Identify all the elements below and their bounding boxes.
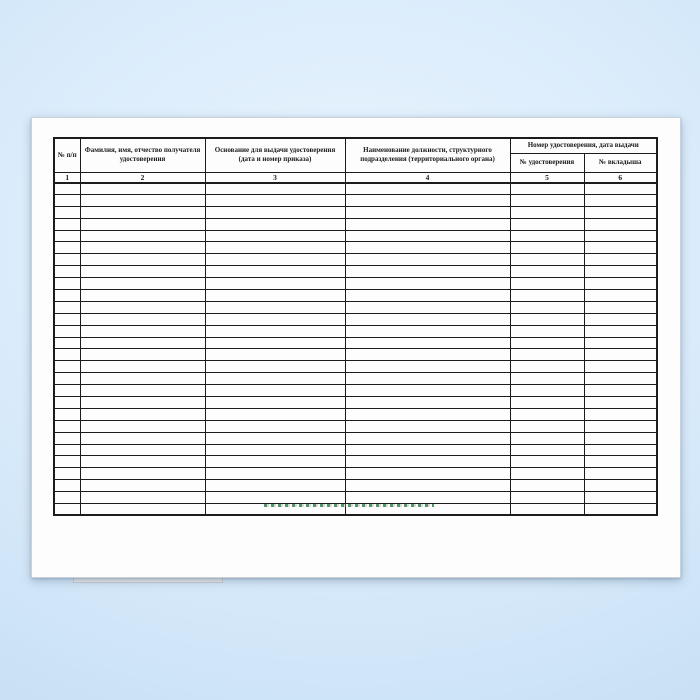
empty-cell (80, 504, 205, 516)
empty-cell (205, 397, 345, 409)
column-number: 4 (345, 172, 510, 183)
empty-cell (510, 206, 584, 218)
empty-cell (205, 420, 345, 432)
empty-cell (510, 301, 584, 313)
empty-cell (345, 278, 510, 290)
empty-cell (54, 206, 80, 218)
empty-cell (510, 420, 584, 432)
empty-cell (80, 432, 205, 444)
empty-row (54, 266, 657, 278)
empty-cell (345, 206, 510, 218)
empty-cell (205, 408, 345, 420)
empty-cell (54, 492, 80, 504)
empty-cell (80, 266, 205, 278)
column-number: 6 (584, 172, 657, 183)
empty-cell (584, 373, 657, 385)
empty-cell (584, 290, 657, 302)
empty-cell (584, 183, 657, 195)
empty-cell (345, 361, 510, 373)
column-number: 5 (510, 172, 584, 183)
empty-cell (584, 337, 657, 349)
empty-cell (80, 373, 205, 385)
empty-cell (54, 242, 80, 254)
empty-cell (205, 432, 345, 444)
empty-cell (80, 408, 205, 420)
empty-cell (584, 301, 657, 313)
empty-cell (80, 480, 205, 492)
empty-cell (80, 397, 205, 409)
empty-cell (54, 432, 80, 444)
empty-cell (584, 504, 657, 516)
empty-cell (80, 492, 205, 504)
empty-cell (80, 194, 205, 206)
empty-cell (345, 301, 510, 313)
empty-cell (584, 266, 657, 278)
empty-cell (80, 337, 205, 349)
empty-cell (80, 206, 205, 218)
empty-cell (510, 349, 584, 361)
empty-cell (345, 408, 510, 420)
empty-row (54, 278, 657, 290)
empty-cell (584, 480, 657, 492)
empty-cell (345, 266, 510, 278)
empty-row (54, 194, 657, 206)
empty-cell (80, 301, 205, 313)
empty-cell (54, 313, 80, 325)
empty-cell (205, 183, 345, 195)
empty-cell (345, 349, 510, 361)
empty-cell (205, 480, 345, 492)
empty-cell (345, 218, 510, 230)
empty-cell (205, 468, 345, 480)
empty-cell (584, 194, 657, 206)
empty-cell (205, 492, 345, 504)
empty-cell (80, 218, 205, 230)
empty-cell (205, 242, 345, 254)
empty-cell (54, 266, 80, 278)
empty-cell (345, 337, 510, 349)
empty-cell (510, 468, 584, 480)
empty-cell (584, 361, 657, 373)
empty-cell (510, 337, 584, 349)
empty-cell (584, 432, 657, 444)
empty-row (54, 337, 657, 349)
empty-cell (584, 230, 657, 242)
empty-cell (205, 385, 345, 397)
empty-cell (54, 194, 80, 206)
header-row-1 (54, 138, 657, 153)
empty-cell (510, 325, 584, 337)
empty-cell (510, 254, 584, 266)
empty-row (54, 183, 657, 195)
empty-cell (345, 242, 510, 254)
empty-cell (205, 325, 345, 337)
empty-row (54, 373, 657, 385)
empty-cell (54, 349, 80, 361)
empty-cell (510, 242, 584, 254)
empty-cell (54, 301, 80, 313)
empty-cell (205, 456, 345, 468)
empty-row (54, 349, 657, 361)
empty-cell (345, 468, 510, 480)
column-header-full-name: Фамилия, имя, отчество получателя удостоверения (80, 138, 205, 172)
empty-row (54, 230, 657, 242)
column-header-index: № п/п (54, 138, 80, 172)
empty-cell (584, 218, 657, 230)
empty-cell (584, 468, 657, 480)
empty-cell (584, 242, 657, 254)
empty-row (54, 313, 657, 325)
empty-cell (54, 385, 80, 397)
empty-cell (345, 420, 510, 432)
empty-cell (510, 218, 584, 230)
empty-cell (345, 373, 510, 385)
empty-cell (510, 397, 584, 409)
empty-cell (345, 397, 510, 409)
empty-cell (345, 492, 510, 504)
empty-cell (584, 349, 657, 361)
empty-row (54, 408, 657, 420)
empty-row (54, 301, 657, 313)
document-page (31, 117, 681, 578)
empty-cell (345, 480, 510, 492)
empty-cell (54, 278, 80, 290)
empty-cell (80, 456, 205, 468)
empty-cell (54, 480, 80, 492)
empty-cell (510, 373, 584, 385)
empty-cell (584, 408, 657, 420)
empty-cell (54, 504, 80, 516)
empty-cell (54, 337, 80, 349)
empty-cell (510, 194, 584, 206)
empty-cell (510, 492, 584, 504)
column-header-issue-basis: Основание для выдачи удостоверения (дата и номер приказа) (205, 138, 345, 172)
empty-row (54, 492, 657, 504)
empty-cell (510, 313, 584, 325)
empty-cell (345, 432, 510, 444)
empty-row (54, 468, 657, 480)
empty-row (54, 420, 657, 432)
empty-cell (54, 420, 80, 432)
empty-cell (510, 361, 584, 373)
empty-cell (205, 349, 345, 361)
empty-cell (80, 313, 205, 325)
empty-cell (80, 290, 205, 302)
empty-cell (205, 313, 345, 325)
empty-row (54, 242, 657, 254)
empty-cell (510, 183, 584, 195)
empty-cell (345, 290, 510, 302)
column-number: 1 (54, 172, 80, 183)
empty-cell (54, 456, 80, 468)
empty-cell (54, 361, 80, 373)
empty-cell (80, 183, 205, 195)
empty-cell (510, 290, 584, 302)
empty-row (54, 432, 657, 444)
register-table (53, 137, 658, 516)
empty-cell (584, 313, 657, 325)
empty-row (54, 218, 657, 230)
empty-cell (510, 480, 584, 492)
empty-cell (510, 230, 584, 242)
empty-row (54, 254, 657, 266)
empty-cell (205, 194, 345, 206)
column-header-insert-number: № вкладыша (584, 153, 657, 172)
empty-cell (345, 313, 510, 325)
column-number: 2 (80, 172, 205, 183)
column-number: 3 (205, 172, 345, 183)
empty-cell (510, 504, 584, 516)
empty-cell (54, 254, 80, 266)
empty-cell (54, 230, 80, 242)
empty-cell (510, 278, 584, 290)
empty-cell (345, 444, 510, 456)
empty-cell (205, 337, 345, 349)
column-number-row (54, 172, 657, 183)
empty-cell (345, 385, 510, 397)
empty-cell (584, 385, 657, 397)
empty-row (54, 325, 657, 337)
empty-cell (54, 468, 80, 480)
empty-row (54, 290, 657, 302)
empty-cell (80, 278, 205, 290)
empty-cell (510, 432, 584, 444)
empty-cell (205, 301, 345, 313)
empty-row (54, 397, 657, 409)
table-body (54, 183, 657, 516)
empty-cell (584, 254, 657, 266)
empty-cell (80, 254, 205, 266)
empty-cell (205, 444, 345, 456)
empty-cell (54, 325, 80, 337)
empty-cell (510, 266, 584, 278)
empty-cell (584, 397, 657, 409)
column-header-position: Наименование должности, структурного подразделения (территориального органа) (345, 138, 510, 172)
empty-row (54, 444, 657, 456)
empty-cell (584, 206, 657, 218)
empty-cell (80, 242, 205, 254)
empty-row (54, 361, 657, 373)
empty-cell (54, 290, 80, 302)
empty-cell (80, 349, 205, 361)
empty-cell (54, 183, 80, 195)
empty-cell (584, 444, 657, 456)
empty-cell (205, 373, 345, 385)
empty-cell (80, 444, 205, 456)
empty-cell (54, 373, 80, 385)
empty-cell (205, 254, 345, 266)
empty-cell (510, 456, 584, 468)
empty-cell (510, 385, 584, 397)
empty-row (54, 456, 657, 468)
empty-cell (80, 468, 205, 480)
empty-cell (80, 361, 205, 373)
empty-cell (584, 492, 657, 504)
empty-cell (345, 183, 510, 195)
empty-cell (345, 230, 510, 242)
empty-row (54, 385, 657, 397)
empty-cell (80, 420, 205, 432)
empty-cell (584, 420, 657, 432)
empty-cell (205, 230, 345, 242)
table-header (54, 138, 657, 183)
empty-cell (205, 278, 345, 290)
empty-cell (205, 218, 345, 230)
empty-row (54, 206, 657, 218)
empty-cell (80, 385, 205, 397)
empty-cell (54, 397, 80, 409)
empty-cell (345, 194, 510, 206)
watermark (264, 504, 434, 507)
empty-cell (205, 361, 345, 373)
empty-cell (510, 408, 584, 420)
empty-cell (345, 456, 510, 468)
empty-cell (345, 254, 510, 266)
empty-row (54, 480, 657, 492)
column-group-header-number-date: Номер удостоверения, дата выдачи (510, 138, 657, 153)
empty-cell (205, 266, 345, 278)
empty-cell (205, 206, 345, 218)
empty-cell (205, 290, 345, 302)
empty-cell (80, 325, 205, 337)
empty-cell (345, 325, 510, 337)
empty-cell (80, 230, 205, 242)
empty-cell (584, 456, 657, 468)
empty-cell (584, 325, 657, 337)
empty-cell (54, 444, 80, 456)
empty-cell (54, 218, 80, 230)
empty-cell (54, 408, 80, 420)
empty-cell (584, 278, 657, 290)
empty-cell (510, 444, 584, 456)
column-header-certificate-number: № удостоверения (510, 153, 584, 172)
